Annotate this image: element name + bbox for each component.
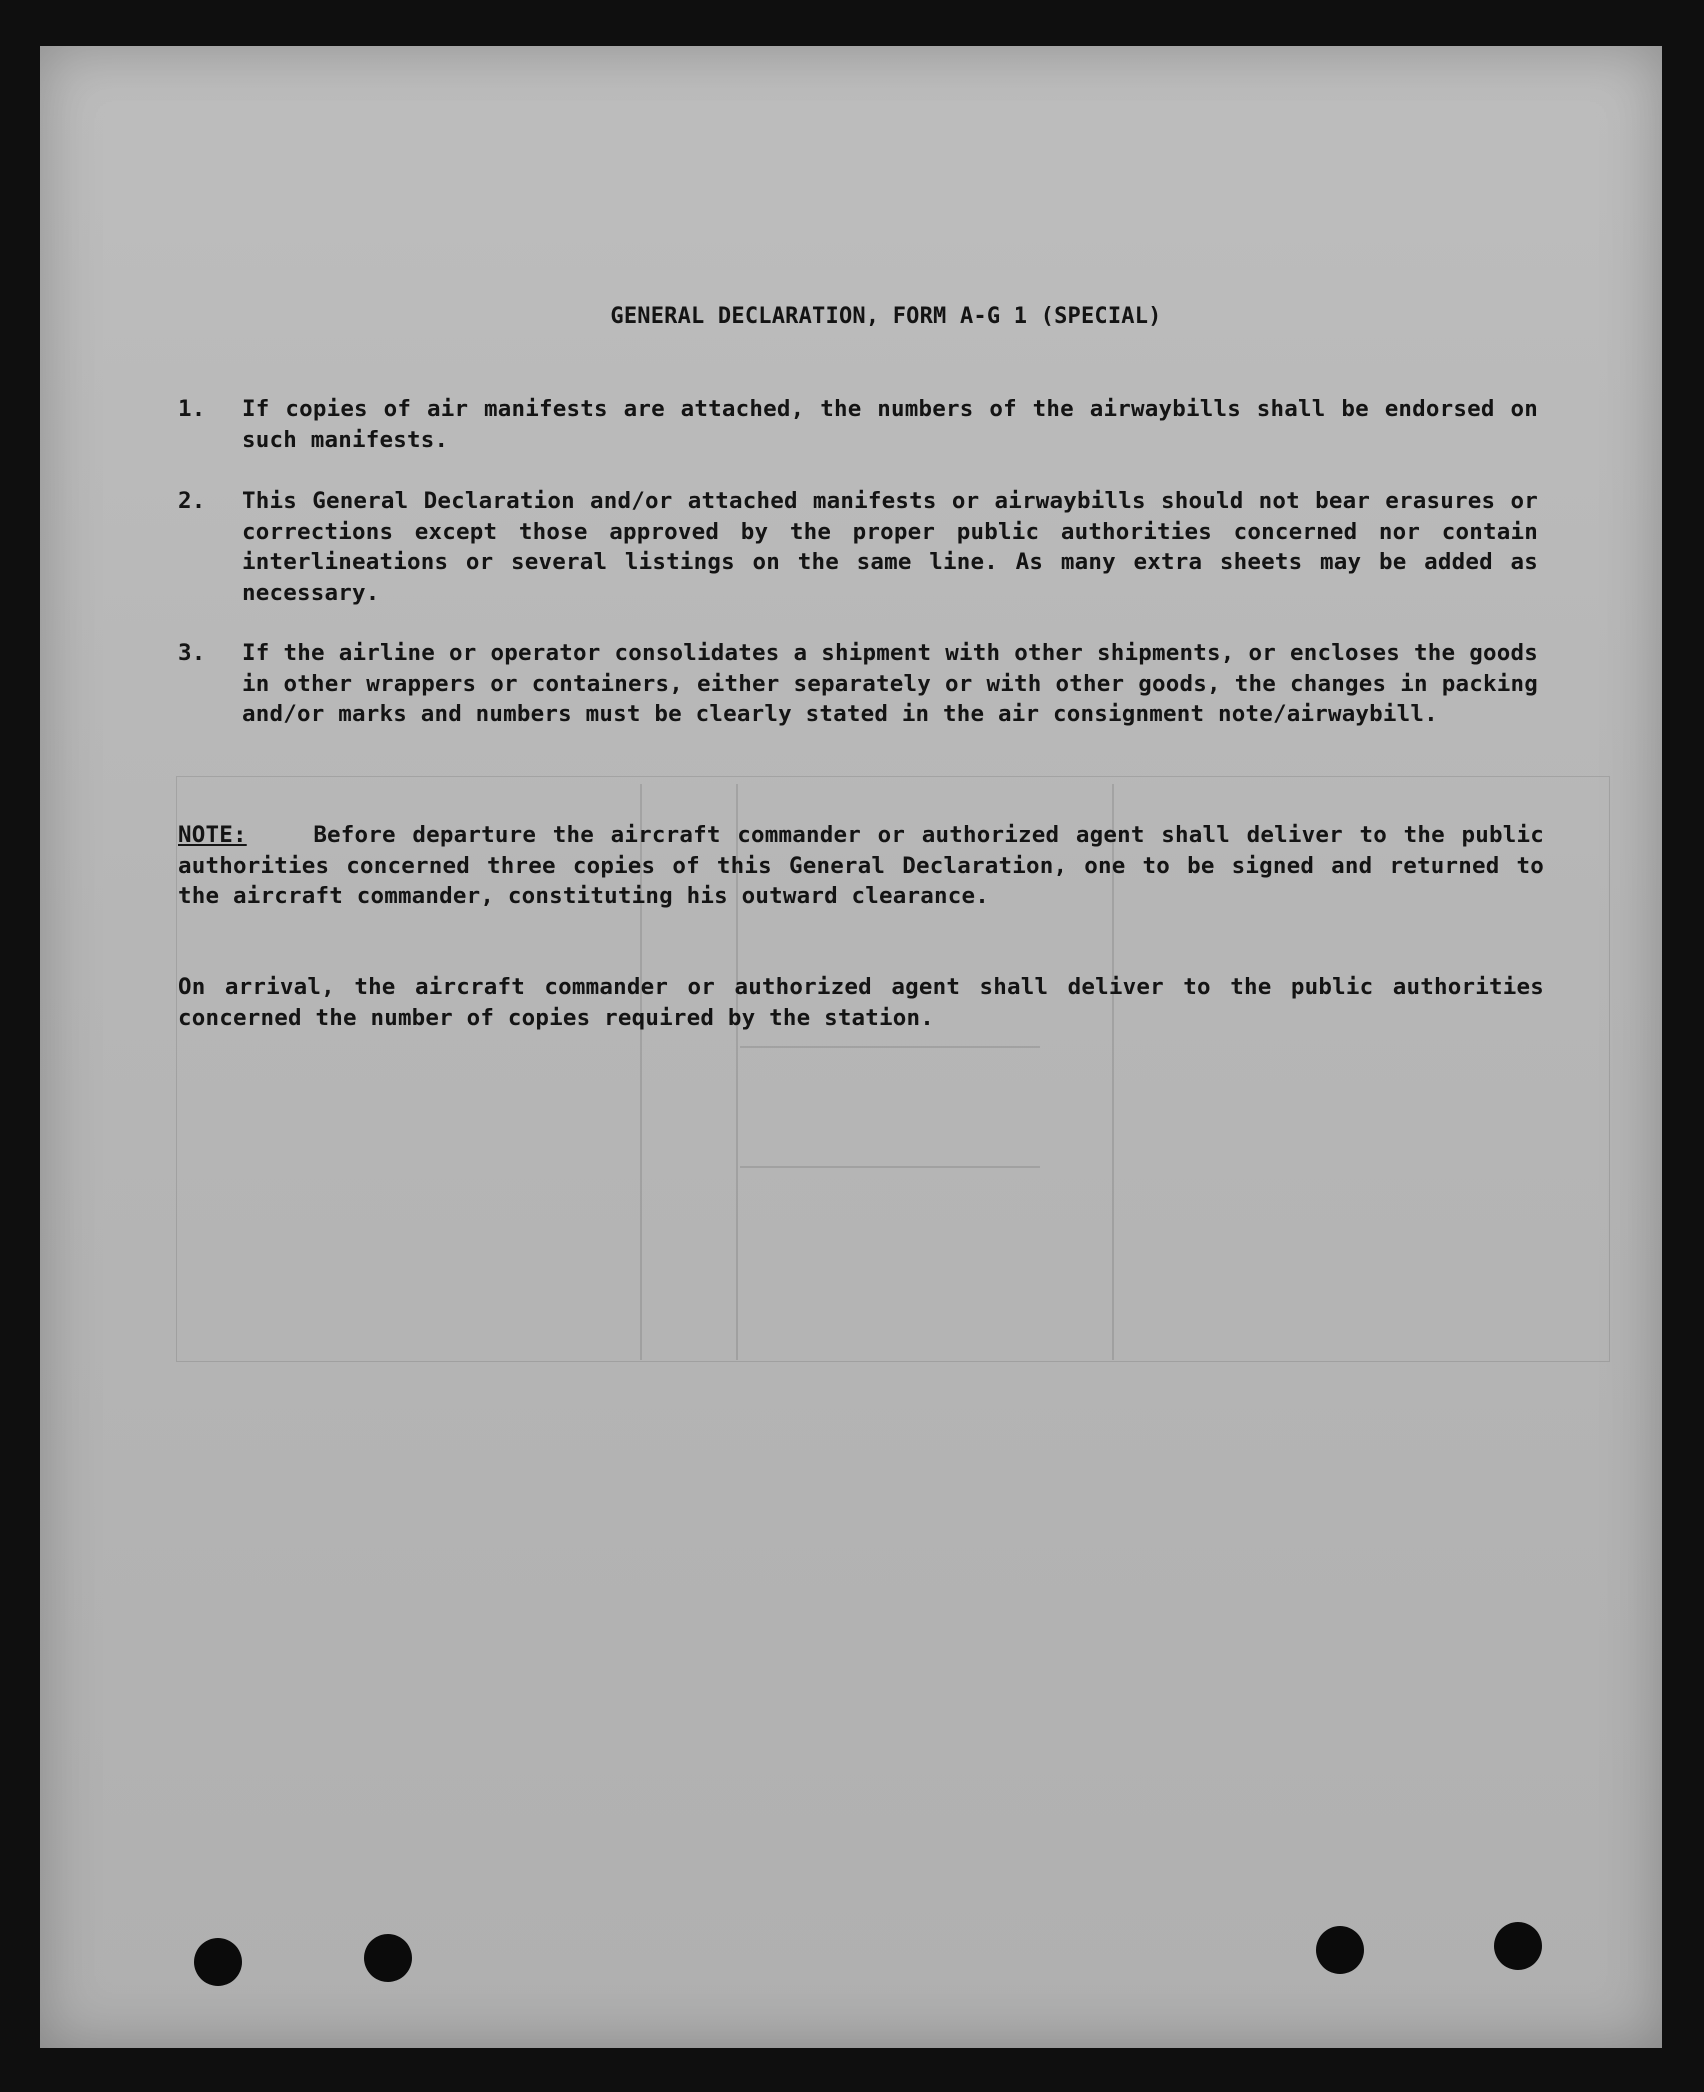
item-text: This General Declaration and/or attached manifests or airwaybills should not bear erasures or corrections except those approved by the proper public authorities concerned nor contain interlineations or several listings on the same line. As many extra sheets may be added as necessary. bbox=[242, 488, 1538, 606]
document-page bbox=[40, 46, 1662, 2048]
item-number: 2. bbox=[178, 488, 206, 514]
instruction-item-2 bbox=[178, 486, 1538, 608]
punch-hole-icon bbox=[364, 1934, 412, 1982]
note-label: NOTE: bbox=[178, 822, 247, 848]
item-number: 1. bbox=[178, 396, 206, 422]
bleed-through-divider bbox=[740, 1166, 1040, 1168]
punch-hole-icon bbox=[194, 1938, 242, 1986]
bleed-through-divider bbox=[740, 1046, 1040, 1048]
instruction-item-3 bbox=[178, 638, 1538, 730]
arrival-paragraph: On arrival, the aircraft commander or authorized agent shall deliver to the public authorities concerned the number of copies required by the station. bbox=[178, 974, 1544, 1031]
item-number: 3. bbox=[178, 640, 206, 666]
instruction-item-1 bbox=[178, 394, 1538, 455]
punch-hole-icon bbox=[1494, 1922, 1542, 1970]
punch-hole-icon bbox=[1316, 1926, 1364, 1974]
note-paragraph bbox=[178, 820, 1544, 912]
item-text: If copies of air manifests are attached, the numbers of the airwaybills shall be endorsed on such manifests. bbox=[242, 396, 1538, 453]
item-text: If the airline or operator consolidates a shipment with other shipments, or encloses the goods in other wrappers or containers, either separately or with other goods, the changes in packing and/or marks and numbers must be clearly stated in the air consignment note/airwaybill. bbox=[242, 640, 1538, 727]
document-title: GENERAL DECLARATION, FORM A-G 1 (SPECIAL) bbox=[610, 304, 1162, 329]
note-text: Before departure the aircraft commander or authorized agent shall deliver to the public authorities concerned three copies of this General Declaration, one to be signed and returned to the aircraft commander, constituting his outward clearance. bbox=[178, 822, 1544, 909]
